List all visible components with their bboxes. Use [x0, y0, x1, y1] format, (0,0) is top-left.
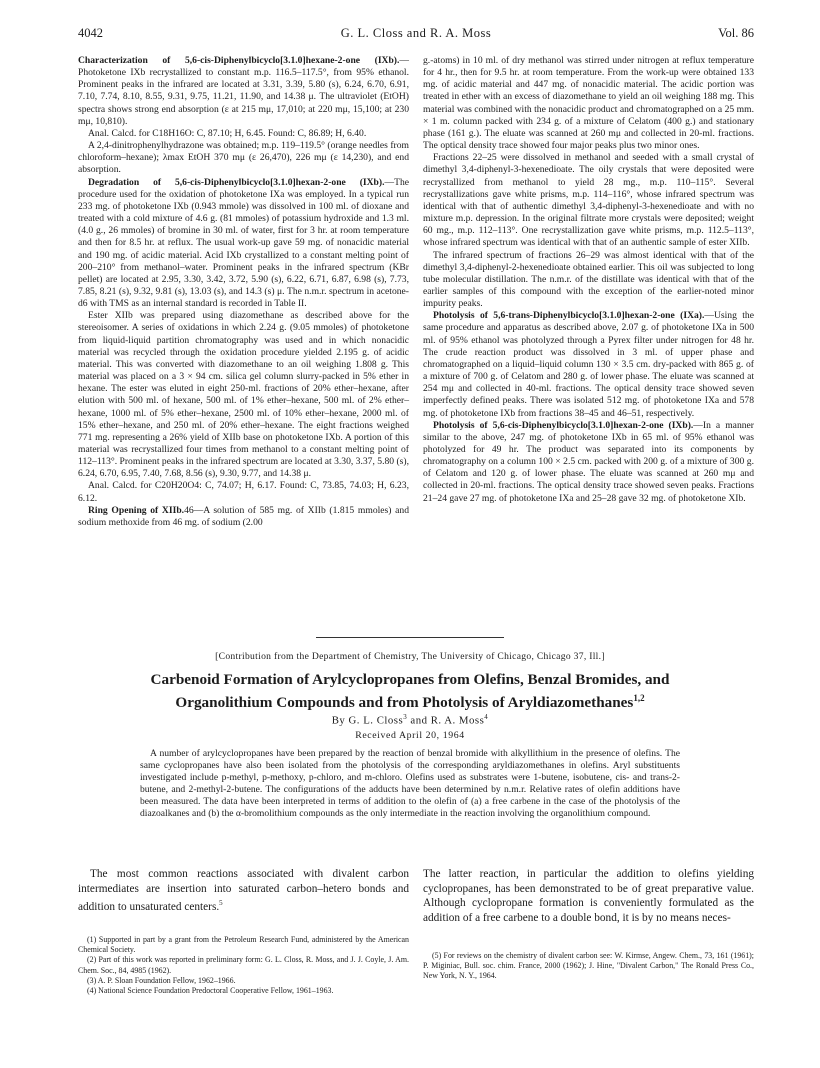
paragraph-text: A 2,4-dinitrophenylhydrazone was obtained; m.p. 119–119.5° (orange needles from chloroform–hexane); λmax EtOH 370 mμ (ε 26,470), 226 mμ (ε 14,230), and end absorption. [78, 140, 409, 176]
title-line [80, 689, 740, 712]
paragraph-heading: Degradation of 5,6-cis-Diphenylbicyclo[3.1.0]hexan-2-one (IXb). [88, 176, 385, 188]
paragraph-text: —The procedure used for the oxidation of photoketone IXa was employed. In a typical run 233 mg. of photoketone IXb (0.943 mmole) was dissolved in 100 ml. of dioxane and treated with a cold mixture of 4.6 g. (81 mmoles) of potassium hydroxide and 1.3 ml. (4.0 g., 26 mmoles) of bromine in 30 ml. of water, first for 3 hr. at room temperature and then for 8.5 hr. at reflux. The usual work-up gave 59 mg. of nonacidic material and 190 mg. of acidic material. Acid IXb crystallized to a constant melting point of 200–210° from methanol–water. Prominent peaks in the infrared spectrum (KBr pellet) are located at 2.95, 3.30, 3.42, 3.72, 5.90 (s), 6.22, 6.71, 6.87, 6.98 (s), 7.73, 7.85, 8.21 (s), 9.32, 9.81 (s), 13.03 (s), and 14.3 (s) μ. The n.m.r. spectrum in acetone-d6 with TMS as an internal standard is recorded in Table II. [78, 176, 409, 310]
paragraph-text: —In a manner similar to the above, 247 mg. of photoketone IXb in 65 ml. of 95% ethanol was photolyzed for 49 hr. The product was separated into its components by chromatography on a column 100 × 2.5 cm. packed with 200 g. of a mixture of 300 g. of Celatom and 120 g. of lower phase. The eluate was scanned at 260 mμ and collected in 20-ml. fractions. The optical density trace showed seven peaks. Fractions 21–24 gave 27 mg. of photoketone IXa and 25–28 gave 32 mg. of photoketone XIb. [423, 419, 754, 504]
paragraph-text: Ester XIIb was prepared using diazomethane as described above for the stereoisomer. A series of oxidations in which 2.24 g. (9.05 mmoles) of photoketone from liquid-liquid partition chromatography was used and in which nonacidic material was recycled through the oxidation procedure yielded 2.195 g. of acidic material. This was converted with diazomethane to an oil weighing 1.808 g. This material was placed on a 3 × 94 cm. silica gel column slurry-packed in 5% ether in hexane. The ester was eluted in eight 250-ml. fractions of 20% ether–hexane, after elution with 500 ml. of hexane, 500 ml. of 1% ether–hexane, 500 ml. of 2% ether–hexane, 1000 ml. of 5% ether–hexane, 2500 ml. of 10% ether–hexane, 2000 ml. of 15% ether–hexane, and 250 ml. of 20% ether–hexane. The eight fractions weighed 771 mg. representing a 26% yield of XIIb base on photoketone IXb. A portion of this material was recrystallized four times from methanol to a constant melting point of 112–113°. Prominent peaks in the infrared spectrum are located at 3.30, 3.37, 5.80 (s), 6.24, 6.70, 6.95, 7.40, 7.68, 8.56 (s), 9.30, 9.77, and 14.38 μ. [78, 310, 409, 480]
paragraph [78, 310, 409, 480]
footnote: (2) Part of this work was reported in preliminary form: G. L. Closs, R. Moss, and J. J. Coyle, J. Am. Chem. Soc., 84, 4985 (1962). [78, 955, 409, 975]
paragraph-text: g.-atoms) in 10 ml. of dry methanol was stirred under nitrogen at reflux temperature for 4 hr., then for 9.5 hr. at room temperature. From the work-up were obtained 133 mg. of acidic material and 447 mg. of nonacidic material. The acidic portion was treated in ether with an excess of diazomethane to yield an oil weighing 188 mg. This material was combined with the nonacidic product and chromatographed on a 25 mm. × 1 m. column packed with 234 g. of a mixture of Celatom (400 g.) and stationary phase (161 g.). The eluate was scanned at 260 mμ and collected in 20-ml. fractions. The optical density trace showed four major peaks plus two minor ones. [423, 55, 754, 152]
intro-right-column [423, 867, 754, 925]
byline [80, 713, 740, 727]
footnote-ref: 5 [219, 899, 223, 908]
footnotes-right [423, 951, 754, 982]
footnote-ref: 3 [403, 713, 408, 721]
page-number: 4042 [78, 26, 103, 40]
paragraph [423, 420, 754, 505]
intro-left-column [78, 867, 409, 915]
paragraph-text: Fractions 22–25 were dissolved in methanol and seeded with a small crystal of dimethyl 3,4-diphenyl-3-hexenedioate. The oily crystals that were deposited were recrystallized from methanol to yield 28 mg., m.p. 110–115°. Several recrystallizations gave white prisms, m.p. 114–116°, whose infrared spectrum was identical with that of authentic dimethyl 3,4-diphenyl-3-hexenedioate and with no mixture m.p. depression. In the original filtrate more crystals were deposited; weight 60 mg., m.p. 112–113°. One recrystallization gave white prisms, m.p. 112.5–113°, whose infrared spectrum was identical with that of an authentic sample of ester XIIb. [423, 152, 754, 249]
footnote: (5) For reviews on the chemistry of divalent carbon see: W. Kirmse, Angew. Chem., 73, 161 (1961); P. Miginiac, Bull. soc. chim. France, 2000 (1962); J. Hine, "Divalent Carbon," The Ronald Press Co., New York, N. Y., 1964. [423, 951, 754, 981]
author-1: By G. L. Closs [331, 714, 404, 727]
paragraph-heading: Photolysis of 5,6-trans-Diphenylbicyclo[3.1.0]hexan-2-one (IXa). [433, 310, 705, 322]
author-2: and R. A. Moss [407, 714, 485, 727]
received-date: Received April 20, 1964 [355, 730, 465, 741]
paragraph-heading: Photolysis of 5,6-cis-Diphenylbicyclo[3.1.0]hexan-2-one (IXb). [433, 419, 694, 431]
paragraph [78, 128, 409, 140]
paragraph-text: Anal. Calcd. for C20H20O4: C, 74.07; H, 6.17. Found: C, 73.85, 74.03; H, 6.23, 6.12. [78, 480, 409, 504]
section-divider [316, 637, 504, 638]
paragraph [78, 55, 409, 128]
paragraph [78, 867, 409, 915]
paragraph-heading: Ring Opening of XIIb. [88, 504, 185, 516]
title-line: Carbenoid Formation of Arylcyclopropanes from Olefins, Benzal Bromides, and [150, 671, 670, 688]
article-title [80, 670, 740, 712]
footnotes-left [78, 935, 409, 996]
paragraph-text: Anal. Calcd. for C18H16O: C, 87.10; H, 6.45. Found: C, 86.89; H, 6.40. [88, 127, 367, 139]
footnote: (3) A. P. Sloan Foundation Fellow, 1962–1966. [87, 975, 236, 985]
footnote-ref: 1,2 [633, 693, 645, 703]
right-column-experimental [423, 55, 754, 505]
paragraph [423, 152, 754, 249]
paragraph-text: The most common reactions associated with divalent carbon intermediates are insertion into saturated carbon–hetero bonds and addition to unsaturated centers. [78, 868, 409, 913]
paragraph [423, 55, 754, 152]
title-text: Organolithium Compounds and from Photolysis of Aryldiazomethanes [175, 694, 634, 712]
running-head [78, 26, 754, 42]
paragraph-text: —Using the same procedure and apparatus as described above, 2.07 g. of photoketone IXa in 500 ml. of 95% ethanol was photolyzed through a Pyrex filter under nitrogen for 48 hr. The crude reaction product was dissolved in 3 ml. of upper phase and chromatographed on a liquid–liquid column 130 × 3.5 cm. dry-packed with 865 g. of a mixture of 700 g. of Celatom and 280 g. of lower phase. The eluate was scanned at 254 mμ and collected in 40-ml. fractions. The optical density trace showed seven imperfectly defined peaks. There was isolated 512 mg. of photoketone IXa and 578 mg. of photoketone IXb from fractions 38–45 and 46–51, respectively. [423, 310, 754, 419]
paragraph-text: 46—A solution of 585 mg. of XIIb (1.815 mmoles) and sodium methoxide from 46 mg. of sodium (2.00 [78, 504, 409, 528]
footnote: (1) Supported in part by a grant from the Petroleum Research Fund, administered by the American Chemical Society. [78, 935, 409, 955]
paragraph: The latter reaction, in particular the addition to olefins yielding cyclopropanes, has been demonstrated to be of great preparative value. Although cyclopropane formation is conveniently formulated as the addition of a free carbene to a double bond, it is by no means neces- [423, 868, 754, 924]
left-column-experimental [78, 55, 409, 529]
paragraph-text: The infrared spectrum of fractions 26–29 was almost identical with that of the dimethyl 3,4-diphenyl-2-hexenedioate obtained earlier. This oil was subjected to long tube molecular distillation. The n.m.r. of the distillate was identical with that of the earlier samples of this compound with the exception of the earlier-noted minor impurity peaks. [423, 249, 754, 310]
paragraph [78, 140, 409, 176]
abstract: A number of arylcyclopropanes have been prepared by the reaction of benzal bromide with alkyllithium in the presence of olefins. The same cyclopropanes have also been isolated from the photolysis of the corresponding aryldiazomethanes in olefins. Aryl substituents investigated include p-methyl, p-methoxy, p-chloro, and m-chloro. Olefins used as substrates were 1-butene, isobutene, cis- and trans-2-butene, and 2-methyl-2-butene. The configurations of the adducts have been determined by n.m.r. Relative rates of olefin additions have been measured. The data have been interpreted in terms of addition to the olefin of (a) a free carbene in the case of the photolysis of the diazoalkanes and (b) the α-bromolithium compounds as the only intermediate in the reaction involving the organolithium compound. [140, 748, 680, 819]
paragraph [423, 310, 754, 419]
paragraph [78, 505, 409, 529]
paragraph [78, 177, 409, 311]
paragraph-heading: Characterization of 5,6-cis-Diphenylbicyclo[3.1.0]hexane-2-one (IXb). [78, 55, 400, 66]
footnote-ref: 4 [484, 713, 489, 721]
footnote: (4) National Science Foundation Predoctoral Cooperative Fellow, 1961–1963. [87, 986, 334, 996]
paragraph [423, 250, 754, 311]
contribution-line: [Contribution from the Department of Chemistry, The University of Chicago, Chicago 37, Ill.] [215, 651, 605, 662]
volume-label: Vol. 86 [718, 26, 754, 40]
running-head-authors: G. L. Closs and R. A. Moss [340, 26, 492, 40]
paragraph-text: —Photoketone IXb recrystallized to constant m.p. 116.5–117.5°, from 95% ethanol. Prominent peaks in the infrared are located at 3.31, 3.39, 5.80 (s), 6.24, 6.70, 6.91, 7.10, 7.74, 8.10, 8.55, 9.31, 9.75, 11.21, 11.90, and 14.38 μ. The ultraviolet (EtOH) spectra shows strong end absorption (ε at 215 mμ, 17,010; at 220 mμ, 15,100; at 230 mμ, 10,810). [78, 55, 409, 127]
paragraph [78, 480, 409, 504]
